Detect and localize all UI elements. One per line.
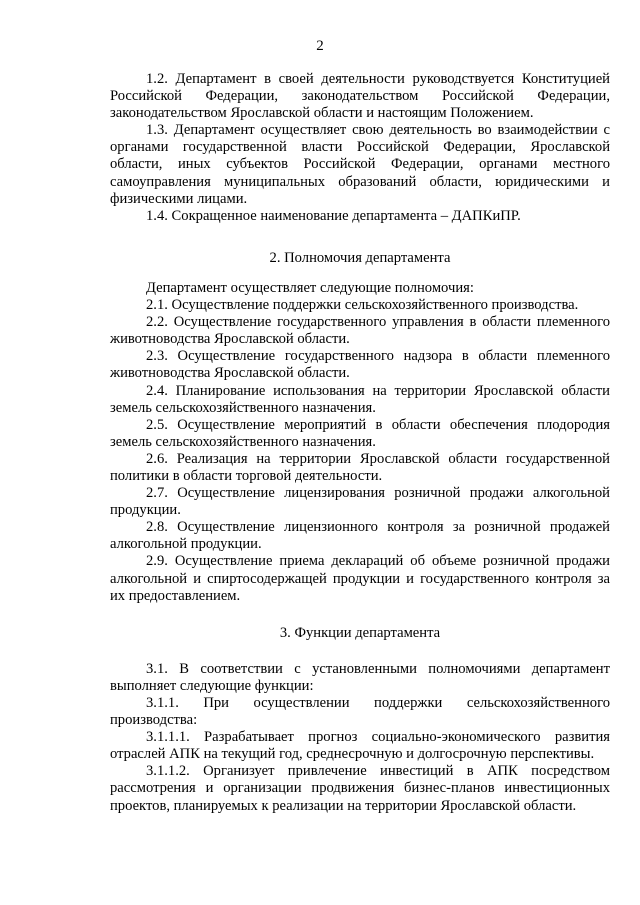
paragraph-1-2: 1.2. Департамент в своей деятельности руководствуется Конституцией Российской Федерации, законодательством Российской Федерации, законодательством Ярославской области и настоящим Положением. (110, 71, 610, 122)
paragraph-2-5: 2.5. Осуществление мероприятий в области обеспечения плодородия земель сельскохозяйственного назначения. (110, 416, 610, 450)
paragraph-1-3: 1.3. Департамент осуществляет свою деятельность во взаимодействии с органами государственной власти Российской Федерации, Ярославской области, иных субъектов Российской Федерации, органами местного самоуправления муниципальных образований области, юридическими и физическими лицами. (110, 122, 610, 207)
paragraph-2-7: 2.7. Осуществление лицензирования розничной продажи алкогольной продукции. (110, 485, 610, 519)
paragraph-2-1: 2.1. Осуществление поддержки сельскохозяйственного производства. (146, 297, 579, 314)
paragraph-3-1: 3.1. В соответствии с установленными полномочиями департамент выполняет следующие функции: (110, 660, 610, 694)
paragraph-2-9: 2.9. Осуществление приема деклараций об объеме розничной продажи алкогольной и спиртосодержащей продукции и государственного контроля за их предоставлением. (110, 553, 610, 604)
section-3-paragraphs (110, 661, 610, 815)
paragraph-2-3: 2.3. Осуществление государственного надзора в области племенного животноводства Ярославской области. (110, 348, 610, 382)
section-3-heading: 3. Функции департамента (279, 624, 441, 641)
paragraph-2-8: 2.8. Осуществление лицензионного контроля за розничной продажей алкогольной продукции. (110, 519, 610, 553)
document-body (110, 71, 610, 815)
paragraph-2-intro: Департамент осуществляет следующие полномочия: (146, 279, 474, 296)
paragraph-1-4: 1.4. Сокращенное наименование департамента – ДАПКиПР. (146, 207, 521, 224)
section-2-heading: 2. Полномочия департамента (269, 249, 451, 266)
paragraph-3-1-1-1: 3.1.1.1. Разрабатывает прогноз социально-экономического развития отраслей АПК на текущий год, среднесрочную и долгосрочную перспективы. (110, 729, 610, 763)
section-1-paragraphs (110, 71, 610, 225)
paragraph-2-6: 2.6. Реализация на территории Ярославской области государственной политики в области торговой деятельности. (110, 450, 610, 484)
paragraph-2-2: 2.2. Осуществление государственного управления в области племенного животноводства Ярославской области. (110, 314, 610, 348)
paragraph-2-4: 2.4. Планирование использования на территории Ярославской области земель сельскохозяйственного назначения. (110, 382, 610, 416)
paragraph-3-1-1: 3.1.1. При осуществлении поддержки сельскохозяйственного производства: (110, 695, 610, 729)
section-2-paragraphs (110, 280, 610, 605)
paragraph-3-1-1-2: 3.1.1.2. Организует привлечение инвестиций в АПК посредством рассмотрения и организации продвижения бизнес-планов инвестиционных проектов, планируемых к реализации на территории Ярославской области. (110, 763, 610, 814)
page-number: 2 (316, 38, 324, 54)
